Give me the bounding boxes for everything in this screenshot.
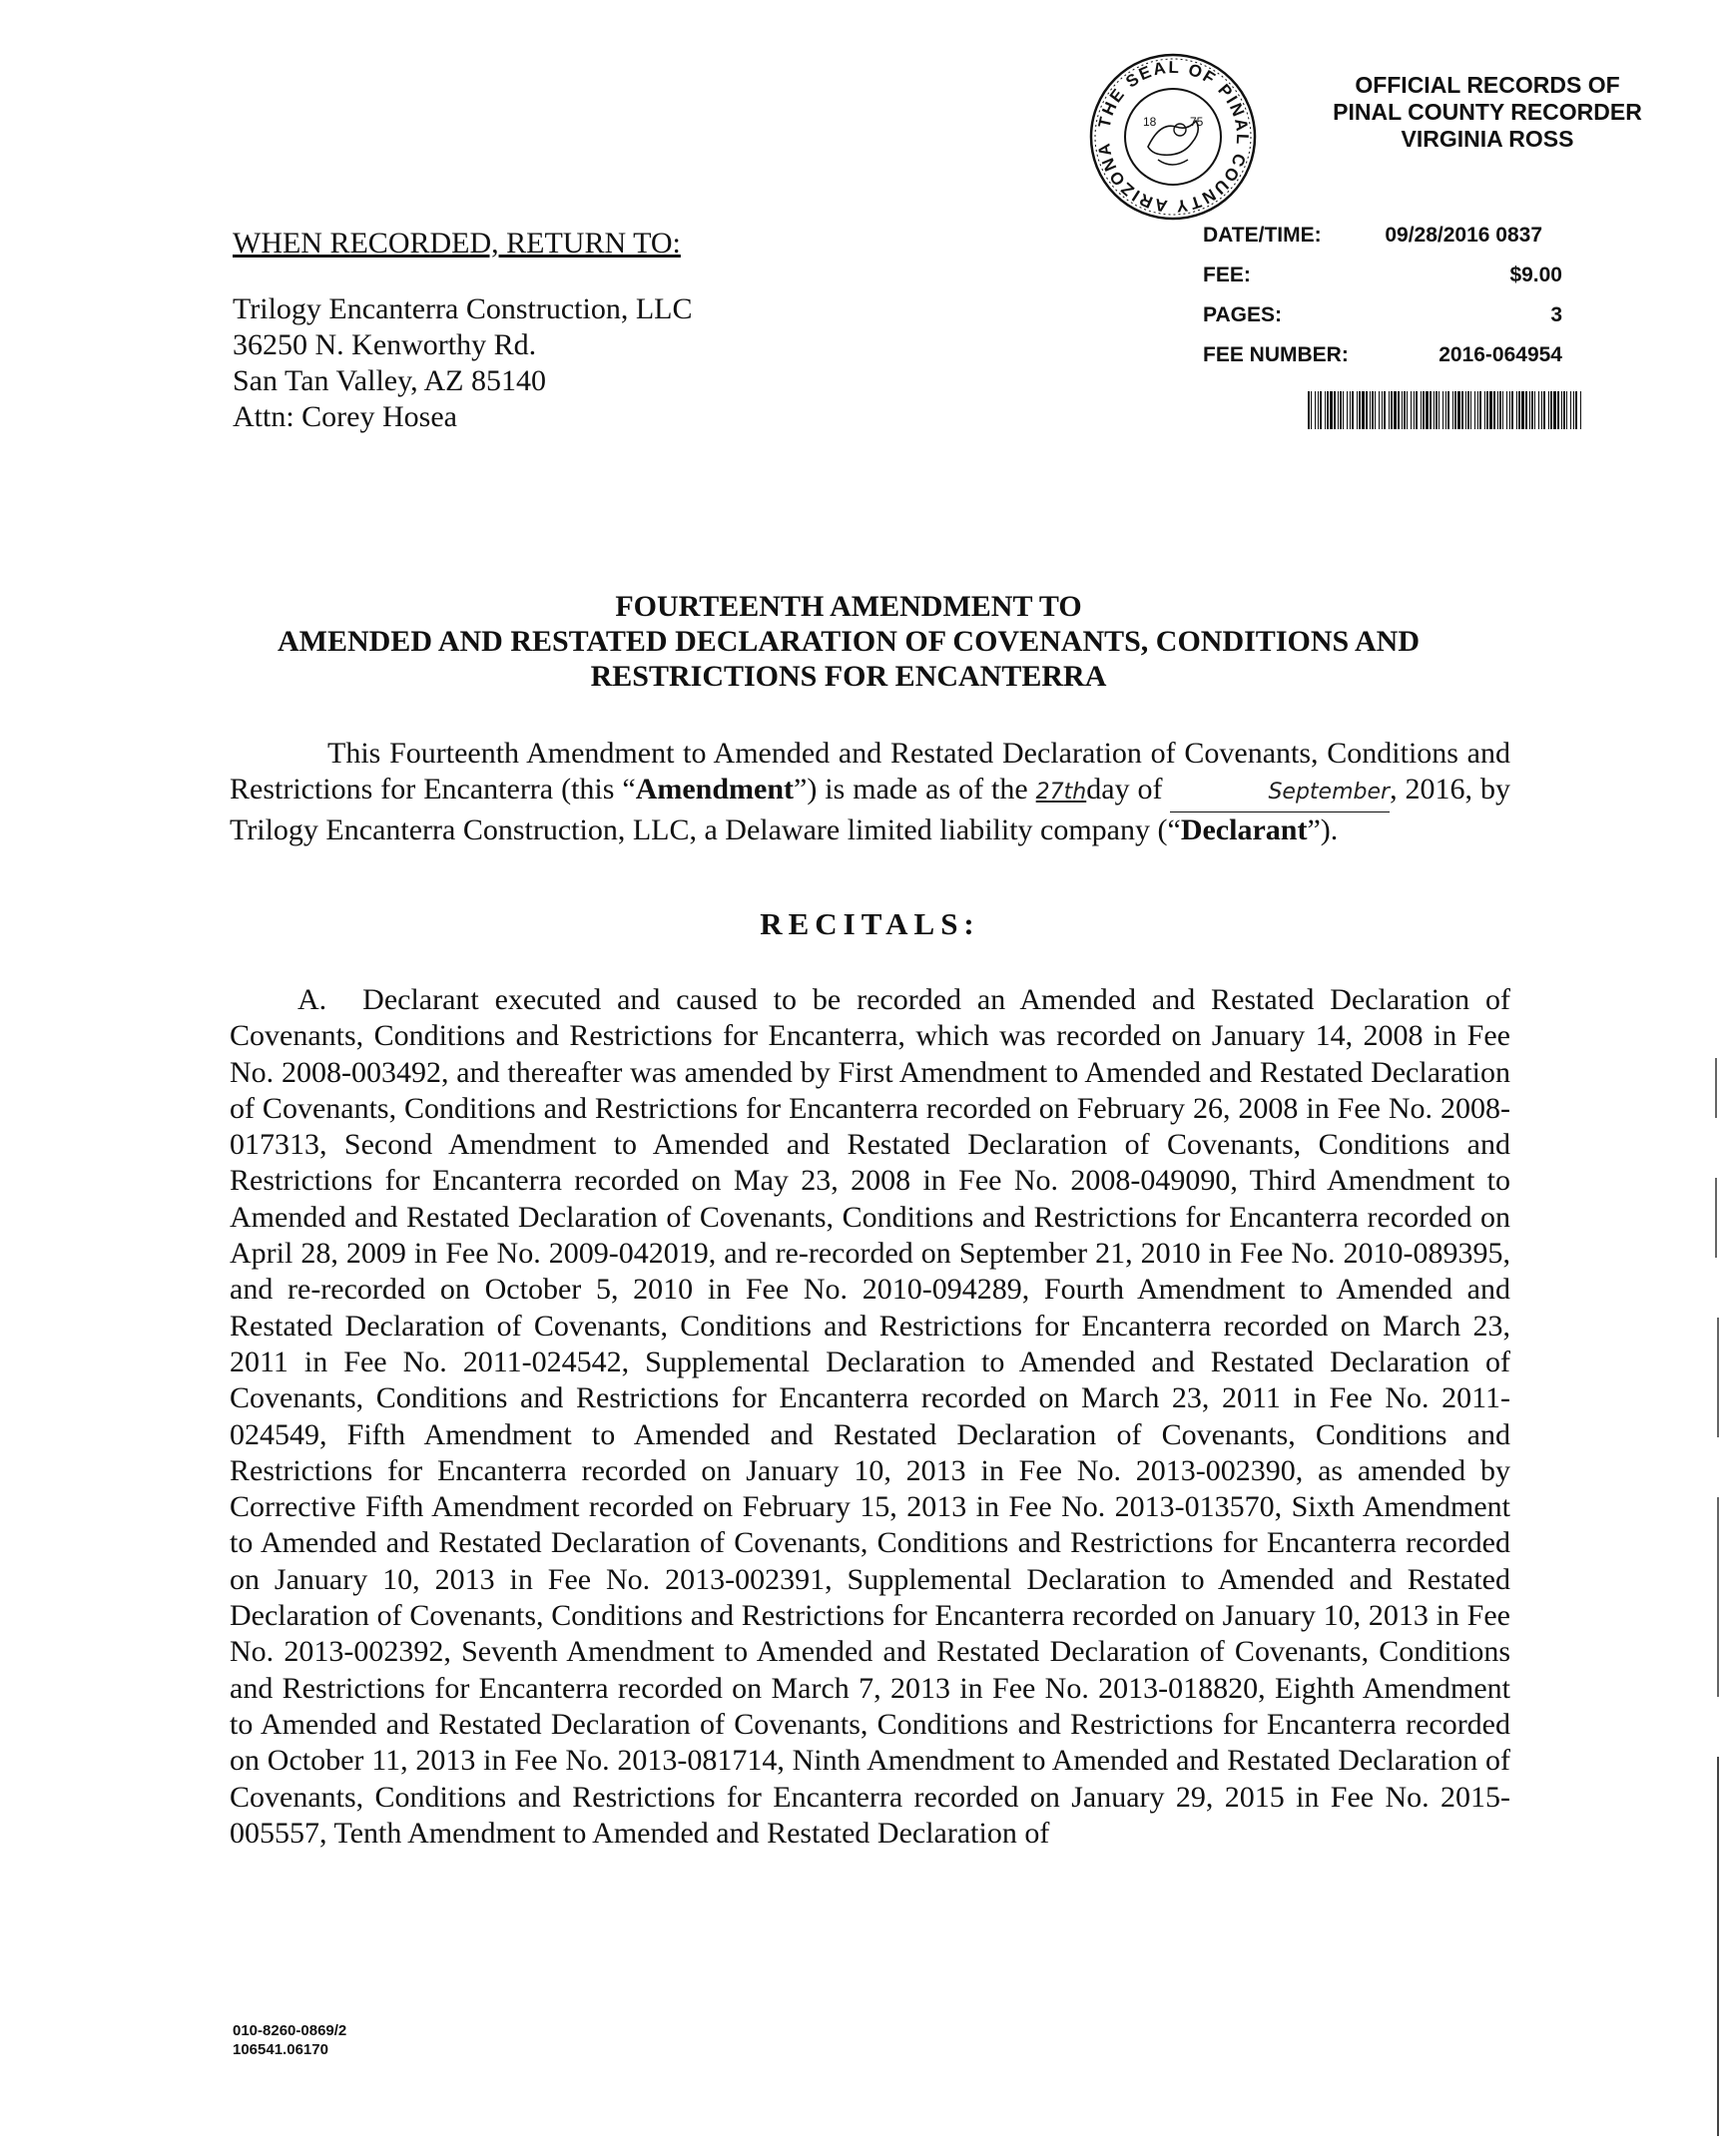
handwritten-month: September	[1170, 775, 1390, 811]
fee-number-row	[1203, 343, 1562, 383]
title-line-1: FOURTEENTH AMENDMENT TO	[615, 590, 1082, 623]
recital-a-text: Declarant executed and caused to be recorded an Amended and Restated Declaration of Covenants, Conditions and Restrictions for Encanterra, which was recorded on January 14, 2008 in Fee No. 2008-003492, and thereafter was amended by First Amendment to Amended and Restated Declaration of Covenants, Conditions and Restrictions for Encanterra recorded on February 26, 2008 in Fee No. 2008-017313, Second Amendment to Amended and Restated Declaration of Covenants, Conditions and Restrictions for Encanterra recorded on May 23, 2008 in Fee No. 2008-049090, Third Amendment to Amended and Restated Declaration of Covenants, Conditions and Restrictions for Encanterra recorded on April 28, 2009 in Fee No. 2009-042019, and re-recorded on September 21, 2010 in Fee No. 2010-089395, and re-recorded on October 5, 2010 in Fee No. 2010-094289, Fourth Amendment to Amended and Restated Declaration of Covenants, Conditions and Restrictions for Encanterra recorded on March 23, 2011 in Fee No. 2011-024542, Supplemental Declaration to Amended and Restated Declaration of Covenants, Conditions and Restrictions for Encanterra recorded on March 23, 2011 in Fee No. 2011-024549, Fifth Amendment to Amended and Restated Declaration of Covenants, Conditions and Restrictions for Encanterra recorded on January 10, 2013 in Fee No. 2013-002390, as amended by Corrective Fifth Amendment recorded on February 15, 2013 in Fee No. 2013-013570, Sixth Amendment to Amended and Restated Declaration of Covenants, Conditions and Restrictions for Encanterra recorded on January 10, 2013 in Fee No. 2013-002391, Supplemental Declaration to Amended and Restated Declaration of Covenants, Conditions and Restrictions for Encanterra recorded on January 10, 2013 in Fee No. 2013-002392, Seventh Amendment to Amended and Restated Declaration of Covenants, Conditions and Restrictions for Encanterra recorded on March 7, 2013 in Fee No. 2013-018820, Eighth Amendment to Amended and Restated Declaration of Covenants, Conditions and Restrictions for Encanterra recorded on October 11, 2013 in Fee No. 2013-081714, Ninth Amendment to Amended and Restated Declaration of Covenants, Conditions and Restrictions for Encanterra recorded on January 29, 2015 in Fee No. 2015-005557, Tenth Amendment to Amended and Restated Declaration of	[230, 983, 1510, 1850]
document-title	[170, 589, 1527, 694]
return-line-street: 36250 N. Kenworthy Rd.	[233, 328, 537, 361]
footer-line-2: 106541.06170	[233, 2041, 328, 2058]
pages-label: PAGES:	[1203, 303, 1282, 326]
intro-text-4: , 2016, by Trilogy Encanterra Construction, LLC, a Delaware limited liability company (“	[230, 773, 1510, 846]
county-seal	[1088, 52, 1258, 222]
datetime-row	[1203, 224, 1562, 264]
return-line-attn: Attn: Corey Hosea	[233, 400, 457, 433]
fee-row	[1203, 264, 1562, 303]
fee-number-label: FEE NUMBER:	[1203, 343, 1349, 366]
footer-line-1: 010-8260-0869/2	[233, 2022, 347, 2039]
intro-text-1: This Fourteenth Amendment to Amended and Restated Declaration of Covenants, Conditions and Restrictions for Encanterra (this “	[230, 737, 1510, 807]
return-line-city: San Tan Valley, AZ 85140	[233, 364, 546, 397]
declarant-term: Declarant	[1180, 812, 1308, 846]
recorder-header	[1288, 72, 1687, 153]
title-line-3: RESTRICTIONS FOR ENCANTERRA	[590, 660, 1107, 693]
return-to-block	[233, 226, 693, 435]
recorder-line-1: OFFICIAL RECORDS OF	[1355, 72, 1620, 98]
recorder-line-3: VIRGINIA ROSS	[1401, 126, 1574, 152]
fee-value: $9.00	[1509, 264, 1562, 286]
svg-text:THE SEAL OF PINAL COUNTY ARIZO	[1094, 58, 1252, 216]
title-line-2: AMENDED AND RESTATED DECLARATION OF COVENANTS, CONDITIONS AND	[277, 625, 1421, 658]
amendment-term: Amendment	[635, 773, 795, 807]
barcode	[1308, 391, 1582, 429]
document-footer	[233, 2021, 346, 2059]
return-to-heading: WHEN RECORDED, RETURN TO:	[233, 227, 681, 260]
handwritten-day: 27th	[1035, 780, 1087, 806]
return-line-company: Trilogy Encanterra Construction, LLC	[233, 292, 693, 325]
recitals-heading: RECITALS:	[760, 906, 980, 941]
intro-paragraph	[230, 736, 1510, 848]
recorder-line-2: PINAL COUNTY RECORDER	[1333, 99, 1642, 125]
intro-text-2: ”) is made as of the	[794, 773, 1036, 807]
recital-a-label: A.	[297, 983, 327, 1016]
pages-row	[1203, 303, 1562, 343]
pages-value: 3	[1550, 303, 1562, 326]
seal-ring-text: THE SEAL OF PINAL COUNTY ARIZONA	[1093, 57, 1253, 217]
seal-year-right: 75	[1190, 115, 1204, 129]
intro-text-5: ”).	[1307, 812, 1339, 846]
datetime-label: DATE/TIME:	[1203, 224, 1322, 247]
datetime-value: 09/28/2016 0837	[1385, 224, 1542, 247]
fee-number-value: 2016-064954	[1438, 343, 1562, 366]
seal-year-left: 18	[1143, 115, 1157, 129]
recital-a-paragraph	[230, 982, 1510, 1852]
intro-text-3: day of	[1086, 773, 1171, 807]
recording-info	[1203, 224, 1562, 383]
fee-label: FEE:	[1203, 264, 1251, 286]
